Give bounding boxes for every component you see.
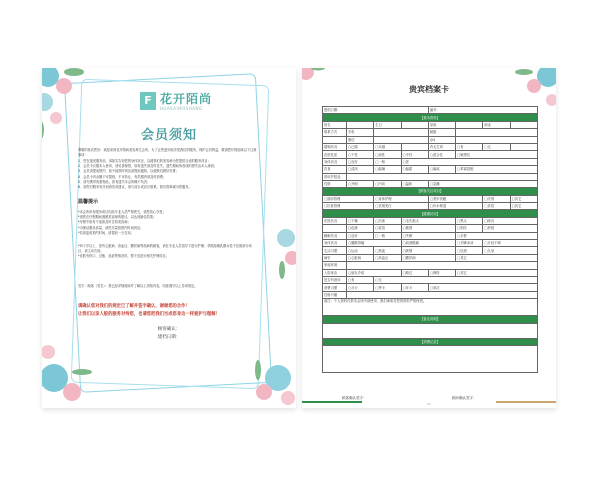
page-title: 会员须知 [140, 128, 197, 143]
checkbox-option[interactable]: □多梦 [456, 232, 538, 239]
rule-item: 4．会员卡内余额不可提现，不可转让，有效期内请及时消费； [78, 174, 167, 179]
reminder-item: *为保证服务质量，请您尽量按预约时间到店； [78, 225, 144, 230]
form-cell: 皮肤性质 [323, 151, 347, 158]
rules-list [78, 159, 258, 190]
form-cell: 消费习惯 [323, 284, 347, 291]
table-row [323, 173, 538, 180]
table-row [323, 247, 538, 254]
table-row [323, 262, 538, 269]
checkbox-option[interactable]: □抗衰管理 [323, 203, 374, 210]
reminder-item: *疗程中如有不适请及时告知美容师； [78, 220, 131, 225]
form-cell: 性格兴趣 [323, 291, 347, 298]
checkbox-option[interactable]: □混合性 [428, 151, 455, 158]
checkbox-option[interactable]: □开朗 [347, 180, 374, 187]
table-row [323, 136, 538, 143]
checkbox-option[interactable]: □心脏病 [347, 254, 374, 261]
table-row [323, 195, 538, 202]
form-cell: 职业 [483, 121, 510, 128]
brand-subtitle: HUAKAIMOSHANG [160, 106, 203, 111]
form-cell: 饮食 [323, 166, 347, 173]
section-header: 【健康状况】 [323, 210, 538, 217]
checkbox-option[interactable]: □干性 [347, 151, 374, 158]
form-cell: 家庭环境 [323, 262, 347, 269]
form-cell[interactable] [401, 121, 428, 128]
reminder-heading: 温馨提示 [78, 199, 99, 205]
signature-statement: 签字：顾客（签名）：我已经详细阅读并了解以上须知内容，同意遵守以上各项规定。 [78, 284, 198, 288]
checkbox-option[interactable]: □网络 [428, 269, 455, 276]
consumption-record-area[interactable] [323, 345, 538, 372]
form-cell: 微信 [347, 136, 374, 143]
checkbox-option[interactable]: □吸烟 [401, 247, 456, 254]
table-row [323, 284, 538, 291]
checkbox-option[interactable]: □其它 [510, 203, 537, 210]
customer-sign-label: 顾客确认： [157, 327, 181, 332]
checkbox-option[interactable]: □已婚 [347, 143, 374, 150]
section-header: 【顾客关注项目】 [323, 188, 538, 195]
form-cell: 有无生育 [428, 143, 455, 150]
reminder-item: *请您在疗程期间遵照美容师的建议，以达到最佳效果； [78, 215, 157, 220]
form-cell[interactable] [347, 291, 538, 298]
checkbox-option[interactable]: □路过 [401, 269, 428, 276]
page-number: 01 [427, 402, 431, 406]
checkbox-option[interactable]: □身体护理 [374, 195, 429, 202]
checkbox-option[interactable]: □良好 [347, 158, 374, 165]
checkbox-option[interactable]: □月经不调 [483, 240, 538, 247]
highlight-notice: 让我们以亲人般的服务对待您，也请您把我们当成您身边一样爱护与理解！ [78, 312, 220, 317]
section-header: 【基本资料】 [323, 114, 538, 121]
profile-card-page [302, 68, 556, 408]
checkbox-option[interactable]: □运动 [347, 247, 374, 254]
form-cell: 联系方式 [323, 129, 347, 136]
table-row [323, 232, 538, 239]
note-item: *四十岁以上、患有心脏病、高血压、糖尿病等疾病的顾客，请在专业人员指导下进行护理；孕期及哺乳期女性不宜做部分项目，请主动告知。 [78, 244, 252, 254]
checkbox-option[interactable]: □饮酒 [456, 247, 483, 254]
checkbox-option[interactable]: □补水保湿 [428, 203, 483, 210]
form-cell: 手机 [347, 129, 374, 136]
checkbox-option[interactable]: □偏咸 [428, 166, 455, 173]
checkbox-option[interactable]: □松弛 [483, 225, 538, 232]
checkbox-option[interactable]: □敏感性 [456, 151, 538, 158]
table-row [323, 254, 538, 261]
date-label: 建档日期： [157, 335, 181, 340]
checkbox-option[interactable]: □高血压 [374, 254, 401, 261]
form-cell: 姓名 [323, 121, 347, 128]
table-row [323, 151, 538, 158]
checkbox-option[interactable]: □祛痘 [483, 203, 510, 210]
form-cell: 编号： [428, 107, 537, 114]
checkbox-option[interactable]: □内向 [374, 180, 401, 187]
checkbox-option[interactable]: □温和 [401, 180, 428, 187]
rule-item: 1．您在接受服务前，请如实告知您的身体状况，以便我们的美容师为您提供合适的服务项目； [78, 159, 211, 163]
form-cell[interactable] [374, 136, 429, 143]
notes-cell[interactable]: 备注：个人资料仅供本会所内部使用，我们承诺对您的资料严格保密。 [323, 299, 538, 316]
form-cell: 皮肤状况 [323, 217, 347, 224]
checkbox-option[interactable]: □腰酸背痛 [347, 240, 402, 247]
form-cell: 病史 [323, 254, 347, 261]
form-cell: 婚姻状况 [323, 143, 347, 150]
checkbox-option[interactable]: □无 [374, 276, 538, 283]
checkbox-option[interactable]: □中性 [401, 151, 428, 158]
form-cell [323, 136, 347, 143]
table-row [323, 299, 538, 316]
checkbox-option[interactable]: □良好 [347, 232, 374, 239]
rule-item: 2．会员卡仅限本人使用，请妥善保管，如有遗失请及时挂失，遗失期间所造成的损失由本人承担； [78, 164, 218, 169]
note-item: *皮肤有伤口、过敏、炎症等情况时，暂不宜进行相关护理项目。 [78, 254, 169, 259]
checkbox-option[interactable]: □未婚 [374, 143, 401, 150]
form-cell: 建档日期： [323, 107, 429, 114]
checkbox-option[interactable]: □朋友介绍 [347, 269, 402, 276]
section-header: 【备注说明】 [323, 316, 538, 323]
section-header: 【消费记录】 [323, 338, 538, 345]
checkbox-option[interactable]: □单次 [428, 284, 537, 291]
form-cell: QQ [428, 136, 455, 143]
table-row [323, 129, 538, 136]
form-cell: 睡眠状况 [323, 232, 347, 239]
checkbox-option[interactable]: □黑头 [456, 217, 483, 224]
brand-logo-mark: F [140, 92, 156, 110]
checkbox-option[interactable]: □美甲美睫 [428, 195, 483, 202]
checkbox-option[interactable]: □敏感 [401, 225, 456, 232]
checkbox-option[interactable]: □出油 [374, 217, 401, 224]
checkbox-option[interactable]: □面部管理 [323, 195, 374, 202]
form-cell[interactable] [347, 262, 538, 269]
checkbox-option[interactable]: □痘痘 [374, 225, 401, 232]
customer-signature-label: 顾客确认签字： [342, 396, 367, 400]
table-row [323, 217, 538, 224]
form-cell: 生活习惯 [323, 247, 347, 254]
notes-list [78, 244, 258, 260]
reminder-list [78, 210, 258, 236]
checkbox-option[interactable]: □糖尿病 [401, 254, 456, 261]
form-cell: 星座 [428, 121, 455, 128]
profile-form-table [322, 106, 538, 373]
form-cell: 身体状况 [323, 158, 347, 165]
checkbox-option[interactable]: □祛斑美白 [374, 203, 429, 210]
table-row [323, 291, 538, 298]
form-cell: 入院来由 [323, 269, 347, 276]
checkbox-option[interactable]: □偏甜 [401, 166, 428, 173]
checkbox-option[interactable]: □细纹 [456, 225, 483, 232]
checkbox-option[interactable]: □暗沉 [483, 217, 538, 224]
checkbox-option[interactable]: □毛孔粗大 [401, 217, 456, 224]
checkbox-option[interactable]: □无 [483, 143, 510, 150]
form-cell: 性格 [323, 180, 347, 187]
table-row [323, 158, 538, 165]
form-cell: 邮箱 [428, 129, 455, 136]
rule-item: 6．如您对服务有任何意见或建议，请与前台或店长联系，我们将竭诚为您服务。 [78, 185, 192, 190]
advisor-signature-label: 顾问确认签字： [452, 396, 477, 400]
rule-item: 3．会员须提前预约，如不能准时到达请提前通知，以便我们做好安排； [78, 169, 179, 174]
table-row [323, 121, 538, 128]
checkbox-option[interactable]: □纹绣 [483, 195, 510, 202]
table-row [323, 225, 538, 232]
flower-decoration-icon [254, 218, 296, 288]
checkbox-option[interactable]: □其它 [510, 195, 537, 202]
form-cell: 身体状况 [323, 240, 347, 247]
checkbox-option[interactable]: □油性 [374, 151, 401, 158]
checkbox-option[interactable]: □色斑 [347, 225, 374, 232]
checkbox-option[interactable]: □熬夜 [374, 247, 401, 254]
checkbox-option[interactable]: □季卡 [374, 284, 401, 291]
checkbox-option[interactable]: □肩颈酸痛 [401, 240, 456, 247]
checkbox-option[interactable]: □手脚冰凉 [456, 240, 483, 247]
form-cell: 生日 [374, 121, 401, 128]
form-cell [401, 143, 428, 150]
checkbox-option[interactable]: □一般 [374, 158, 401, 165]
form-cell [510, 143, 537, 150]
checkbox-option[interactable]: □久坐 [483, 247, 538, 254]
checkbox-option[interactable]: □急躁 [428, 180, 537, 187]
form-cell[interactable] [347, 121, 374, 128]
rule-item: 5．请勿携带贵重物品，如有遗失本会所概不负责； [78, 179, 151, 184]
form-cell[interactable] [456, 121, 483, 128]
form-cell[interactable] [374, 129, 429, 136]
checkbox-option[interactable]: □清淡 [347, 166, 374, 173]
table-row [323, 269, 538, 276]
form-cell[interactable] [456, 136, 538, 143]
checkbox-option[interactable]: □干燥 [347, 217, 374, 224]
intro-text: 尊敬的贵宾您好：欢迎来到花开陌尚美容养生会所，为了让您更好地享受我们的服务，保护会员利益，敬请您仔细阅读以下注意事项： [78, 148, 257, 158]
table-row [323, 166, 538, 173]
table-row [323, 143, 538, 150]
checkbox-option[interactable]: □有 [347, 276, 374, 283]
highlight-notice: 请确认您对我们的规定已了解并签字确认，谢谢您的合作！ [78, 304, 190, 309]
table-row [323, 240, 538, 247]
page-title: 贵宾档案卡 [409, 84, 449, 94]
form-cell[interactable] [347, 173, 538, 180]
form-cell [323, 225, 347, 232]
flower-decoration-icon [42, 328, 106, 408]
form-cell: 常用护肤品 [323, 173, 347, 180]
reminder-item: *本会所所有服务项目均经专业人员严格把关，请您放心享受； [78, 210, 166, 214]
brand-name: 花开陌尚 [160, 92, 213, 106]
checkbox-option[interactable]: □偏辣 [374, 166, 401, 173]
checkbox-option[interactable]: □其它 [456, 269, 538, 276]
form-cell: 是否有意向 [323, 276, 347, 283]
checkbox-option[interactable]: □失眠 [401, 232, 456, 239]
checkbox-option[interactable]: □差 [401, 158, 537, 165]
table-row [323, 276, 538, 283]
table-row [323, 180, 538, 187]
checkbox-option[interactable]: □年卡 [401, 284, 428, 291]
form-cell[interactable] [456, 129, 538, 136]
checkbox-option[interactable]: □其它 [456, 254, 538, 261]
checkbox-option[interactable]: □荤素搭配 [456, 166, 538, 173]
checkbox-option[interactable]: □一般 [374, 232, 401, 239]
checkbox-option[interactable]: □月卡 [347, 284, 374, 291]
notes-input[interactable] [323, 323, 538, 338]
notice-page [42, 68, 296, 408]
reminder-item: *若须更改预约时间，请提前一天告知。 [78, 230, 134, 235]
flower-decoration-icon [242, 338, 296, 408]
form-cell[interactable] [510, 121, 537, 128]
table-row [323, 203, 538, 210]
checkbox-option[interactable]: □有 [456, 143, 483, 150]
